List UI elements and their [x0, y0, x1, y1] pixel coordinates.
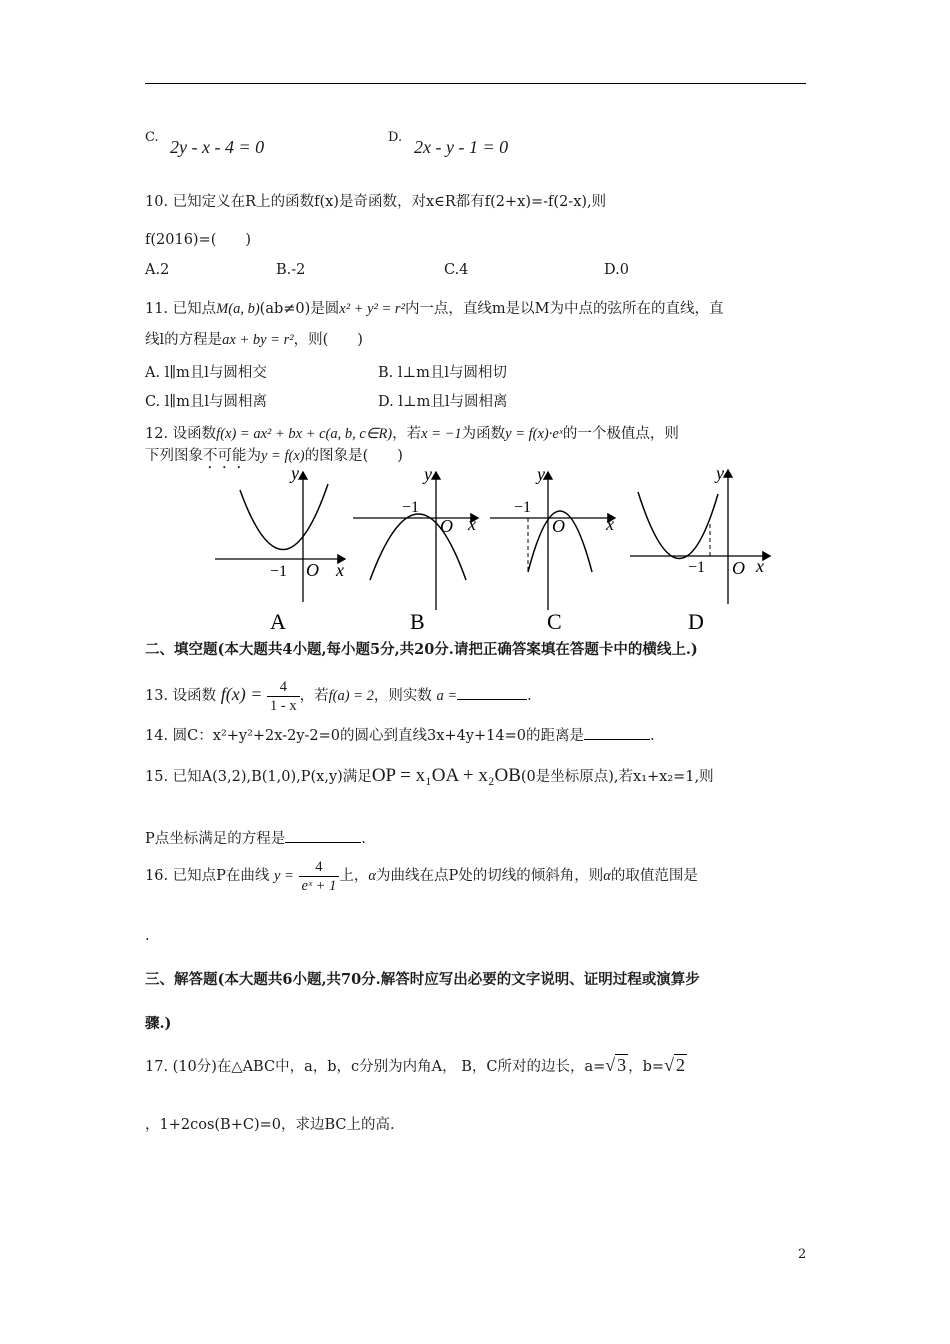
q11-line1	[145, 297, 724, 318]
q12-line1	[145, 422, 679, 443]
q13-fa: f(a) = 2	[328, 688, 374, 704]
graph-b-origin: O	[440, 516, 453, 536]
q17-sqrt-a-value: 3	[617, 1055, 627, 1075]
q10-line2: f(2016)=( )	[145, 232, 252, 248]
q16-alpha-1: α	[368, 868, 376, 884]
graph-d-curve	[638, 492, 718, 559]
section3-heading-line2: 骤.)	[145, 1015, 172, 1032]
graph-b-minus-one: −1	[402, 499, 420, 516]
q16-y: y =	[274, 868, 294, 884]
q13-numerator: 4	[267, 678, 300, 697]
q12-function-y: y = f(x)	[261, 448, 305, 464]
graph-b	[353, 464, 478, 634]
graph-b-x-label: x	[468, 514, 476, 534]
graph-b-y-label: y	[424, 464, 432, 484]
q17-line2: ，1+2cos(B+C)=0，求边BC上的高.	[145, 1117, 395, 1133]
graph-a-origin: O	[306, 560, 319, 580]
q10-option-d: D.0	[604, 262, 629, 278]
graph-d	[630, 463, 770, 634]
q12-x-value: x = −1	[421, 426, 462, 442]
q15-text-b: (0是坐标原点),若x₁+x₂=1,则	[520, 769, 714, 785]
q15-end: .	[361, 831, 366, 847]
q16-line1	[145, 856, 698, 896]
q17-line1	[145, 1055, 687, 1076]
q11-text-a: 11. 已知点	[145, 301, 217, 317]
q15-text-line2: P点坐标满足的方程是	[145, 831, 286, 847]
q16-alpha-2: α	[603, 868, 611, 884]
q9-option-d-label: D.	[388, 130, 403, 145]
q16-numerator: 4	[299, 858, 340, 877]
graph-d-minus-one: −1	[688, 559, 706, 576]
q9-option-c-expr: 2y - x - 4 = 0	[170, 137, 265, 157]
q11-option-d: D. l⊥m且l与圆相离	[378, 394, 508, 410]
q11-text-e: 内一点，直线m是以M为中点的弦所在的直线，直	[404, 301, 724, 317]
q11-text-2c: ，则( )	[293, 332, 363, 348]
graph-a-x-label: x	[336, 560, 344, 580]
q17-text-b: ，b=	[628, 1059, 665, 1075]
q13-fraction	[267, 678, 300, 715]
q14-end: .	[649, 728, 655, 744]
q12-function-exp: y = f(x)·eˣ	[505, 426, 563, 442]
q10-line1: 10. 已知定义在R上的函数f(x)是奇函数，对x∈R都有f(2+x)=-f(2-x),则	[145, 194, 607, 210]
q15-text-a: 15. 已知A(3,2),B(1,0),P(x,y)满足	[145, 769, 372, 785]
header-rule	[145, 83, 806, 84]
q13-end: .	[527, 688, 532, 704]
q12-text-c: ，若	[392, 426, 422, 442]
graph-c-y-label: y	[537, 464, 545, 484]
q17-text-a: 17. (10分)在△ABC中，a，b，c分别为内角A， B，C所对的边长，a=	[145, 1059, 606, 1075]
graph-d-origin: O	[732, 558, 745, 578]
q16-fraction	[299, 858, 340, 895]
q11-line2	[145, 328, 363, 349]
graph-a-y-label: y	[291, 463, 299, 483]
q11-point-m: M(a, b)	[216, 301, 260, 317]
q13-text-a: 13. 设函数	[145, 688, 217, 704]
q12-text-2a: 下列图象	[145, 448, 203, 464]
q12-graphs	[210, 462, 780, 637]
q13-text-c: ，则实数	[373, 688, 432, 704]
q15-vector-eq: OP = x₁OA + x₂OB	[371, 765, 521, 786]
q14-text: 14. 圆C：x²+y²+2x-2y-2=0的圆心到直线3x+4y+14=0的距离是	[145, 728, 584, 744]
q12-emphasis-text: 不可能	[203, 448, 247, 464]
q12-text-g: 的一个极值点，则	[562, 426, 679, 442]
page-number: 2	[798, 1247, 807, 1262]
q16-text-a: 16. 已知点P在曲线	[145, 868, 270, 884]
q11-option-a: A. l∥m且l与圆相交	[145, 365, 267, 381]
q10-option-b: B.-2	[276, 262, 306, 278]
graph-c-x-label: x	[606, 514, 614, 534]
q12-text-2e: 的图象是( )	[304, 448, 403, 464]
q9-option-c-label: C.	[145, 130, 159, 145]
graph-a-curve	[240, 484, 328, 550]
graph-d-label: D	[688, 609, 704, 634]
q12-text-2c: 为	[246, 448, 261, 464]
q17-sqrt-b: √ 2	[664, 1055, 685, 1075]
q12-function: f(x) = ax² + bx + c(a, b, c∈R)	[216, 426, 393, 442]
q15-answer-blank[interactable]	[285, 828, 361, 843]
q9-option-d-expr: 2x - y - 1 = 0	[414, 137, 509, 157]
graph-a	[215, 463, 345, 634]
graph-c	[490, 464, 615, 634]
q16-line2: .	[145, 928, 150, 944]
graph-a-label: A	[270, 609, 286, 634]
q11-text-2a: 线l的方程是	[145, 332, 223, 348]
q11-line-eq: ax + by = r²	[222, 332, 294, 348]
q15-line2	[145, 827, 366, 848]
q11-text-c: (ab≠0)是圆	[259, 301, 340, 317]
q12-text-a: 12. 设函数	[145, 426, 217, 442]
q17-sqrt-b-value: 2	[675, 1055, 685, 1075]
q15-line1	[145, 765, 714, 787]
graph-b-label: B	[410, 609, 425, 634]
q17-sqrt-a: √ 3	[605, 1055, 627, 1075]
graph-a-minus-one: −1	[270, 563, 288, 580]
graph-c-origin: O	[552, 516, 565, 536]
q13-fx: f(x) =	[220, 684, 263, 704]
graph-d-x-label: x	[756, 556, 764, 576]
q13-text-b: ，若	[299, 688, 329, 704]
q16-denominator: eˣ + 1	[301, 877, 337, 894]
section3-heading-line1: 三、解答题(本大题共6小题,共70分.解答时应写出必要的文字说明、证明过程或演算步	[145, 971, 700, 988]
q16-text-c: 为曲线在点P处的切线的倾斜角，则	[375, 868, 604, 884]
q13-line	[145, 675, 532, 715]
q13-alpha: a =	[436, 688, 458, 704]
q10-option-c: C.4	[444, 262, 469, 278]
q13-denominator: 1 - x	[270, 697, 297, 714]
q14-line	[145, 724, 655, 745]
q16-text-b: 上，	[339, 868, 369, 884]
section2-heading: 二、填空题(本大题共4小题,每小题5分,共20分.请把正确答案填在答题卡中的横线上.)	[145, 641, 698, 658]
q12-text-e: 为函数	[461, 426, 506, 442]
q11-option-c: C. l∥m且l与圆相离	[145, 394, 268, 410]
q11-option-b: B. l⊥m且l与圆相切	[378, 365, 508, 381]
graph-c-minus-one: −1	[514, 499, 532, 516]
graph-c-label: C	[547, 609, 562, 634]
graph-d-y-label: y	[716, 463, 724, 483]
q16-text-d: 的取值范围是	[610, 868, 698, 884]
q13-answer-blank[interactable]	[457, 685, 527, 700]
q11-circle-eq: x² + y² = r²	[339, 301, 405, 317]
q10-option-a: A.2	[145, 262, 170, 278]
q14-answer-blank[interactable]	[584, 725, 650, 740]
